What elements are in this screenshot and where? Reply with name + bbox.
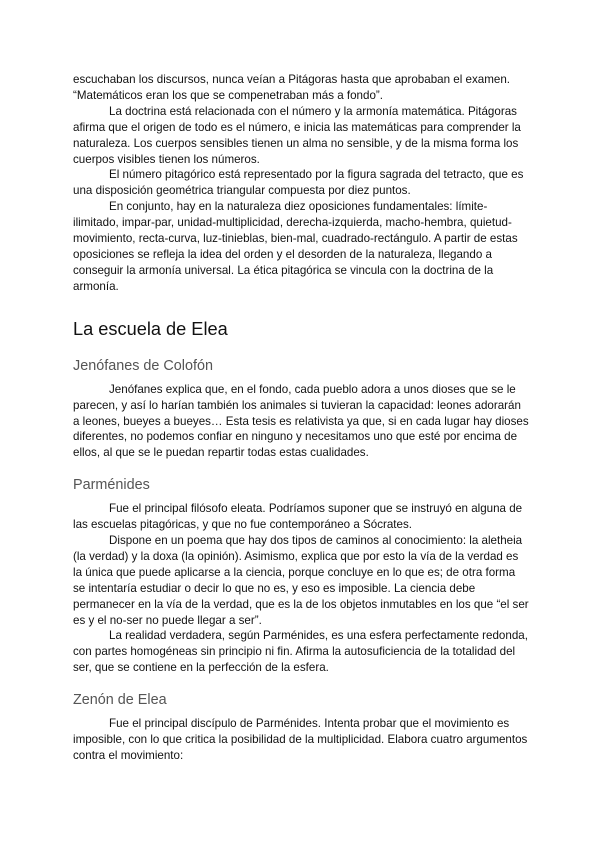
subsection-heading-jenofanes: Jenófanes de Colofón [73,357,214,374]
paragraph: La realidad verdadera, según Parménides, es una esfera perfectamente redonda, con partes homogéneas sin principio ni fin. Afirma la autosuficiencia de la totalidad del ser, que se contiene en la perfección de la esfera. [73,629,528,675]
paragraph: Dispone en un poema que hay dos tipos de caminos al conocimiento: la aletheia (la verdad) y la doxa (la opinión). Asimismo, explica que por esto la vía de la verdad es la única que puede aplicarse a la ciencia, porque concluye en lo que es; de otra forma se intentaría estudiar o decir lo que no es, y eso es imposible. La ciencia debe permanecer en la vía de la verdad, que es la de los objetos inmutables en los que “el ser es y el no-ser no puede llegar a ser”. [73,534,529,627]
subsection-heading-parmenides: Parménides [73,477,150,494]
paragraph: El número pitagórico está representado por la figura sagrada del tetracto, que es una disposición geométrica triangular compuesta por diez puntos. [73,168,524,198]
paragraph: Fue el principal filósofo eleata. Podríamos suponer que se instruyó en alguna de las escuelas pitagóricas, y que no fue contemporáneo a Sócrates. [73,502,523,532]
paragraph: escuchaban los discursos, nunca veían a Pitágoras hasta que aprobaban el examen. “Matemáticos eran los que se compenetraban más a fondo”. [73,73,510,102]
document-page [73,72,529,764]
paragraph: En conjunto, hay en la naturaleza diez oposiciones fundamentales: límite-ilimitado, impar-par, unidad-multiplicidad, derecha-izquierda, macho-hembra, quietud-movimiento, recta-curva, luz-tinieblas, bien-mal, cuadrado-rectángulo. A partir de estas oposiciones se refleja la idea del orden y el desorden de la naturaleza, llegando a conseguir la armonía universal. La ética pitagórica se vincula con la doctrina de la armonía. [73,200,518,293]
paragraph: Jenófanes explica que, en el fondo, cada pueblo adora a unos dioses que se le parecen, y así lo harían también los animales si tuvieran la capacidad: leones adorarán a leones, bueyes a bueyes… Esta tesis es relativista ya que, si en cada lugar hay dioses diferentes, no podemos confiar en ninguno y necesitamos uno que esté por encima de ellos, al que se le puedan repartir todas estas cualidades. [73,382,529,460]
paragraph: Fue el principal discípulo de Parménides. Intenta probar que el movimiento es imposible, con lo que critica la posibilidad de la multiplicidad. Elabora cuatro argumentos contra el movimiento: [73,717,528,762]
subsection-heading-zenon: Zenón de Elea [73,692,167,709]
section-heading: La escuela de Elea [73,318,228,339]
paragraph: La doctrina está relacionada con el número y la armonía matemática. Pitágoras afirma que el origen de todo es el número, e inicia las matemáticas para comprender la naturaleza. Los cuerpos sensibles tienen un alma no sensible, y de la misma forma los cuerpos visibles tienen los números. [73,104,521,166]
